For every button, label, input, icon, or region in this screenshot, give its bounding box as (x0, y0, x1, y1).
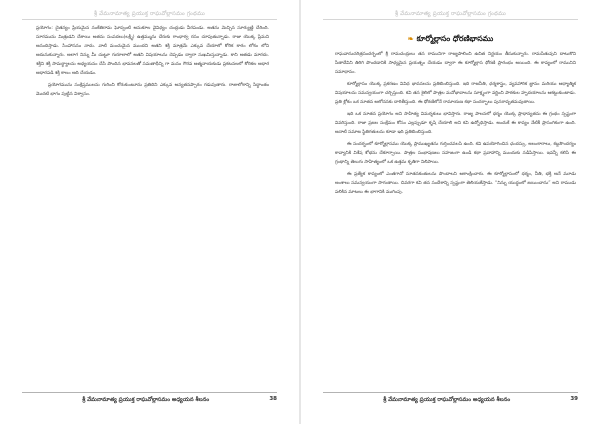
header-rule (323, 19, 578, 20)
page-number: 38 (269, 396, 277, 402)
page-footer (323, 396, 578, 404)
right-page (301, 0, 600, 424)
footer-rule (323, 392, 578, 393)
chapter-title-text: కూర్మోల్లాసం ధోరణిభాసము (416, 34, 494, 43)
running-head: శ్రీ వేమనామాత్య ప్రయుక్త రాఘవోల్లాసమం గ్రంథము (394, 11, 507, 17)
right-body-text (335, 50, 576, 200)
header-rule (22, 19, 277, 20)
page-footer (22, 396, 277, 404)
page-number: 39 (570, 396, 578, 402)
paragraph: ఈ ప్రత్యేక కావ్యంలో ఎంతగానో నూతనకంతులను పొందాలని ఆకాంక్షించారు. ఈ కూర్మోల్లాసంలో ధర్మం, నీతి, భక్తి అనే మూడు అంశాలు సమన్వయంగా సాగుతాయి. చివరగా కవి తన సందేశాన్ని స్పష్టంగా తెలియజేస్తాడు. “నిన్ను యుద్ధంలో జయించాను” అని రాముడు పలికిన మాటలు ఈ భాగానికి ముగింపు. (335, 172, 576, 195)
paragraph: ఇది ఒక నూతన ప్రయోగం అని సాహిత్య విమర్శకులు భావిస్తారు. రాజ్య పాలనలో ధర్మం యొక్క ప్రాధాన్యతను ఈ గ్రంథం స్పష్టంగా వివరిస్తుంది. రాజు ప్రజల సంక్షేమం కోసం ఎల్లప్పుడూ కృషి చేయాలి అని కవి ఉద్బోధిస్తాడు. అందుకే ఈ కావ్యం నేటికీ ప్రాసంగికంగా ఉంది. ఆనాటి సమాజ స్థితిగతులను కూడా ఇది ప్రతిబింబిస్తుంది. (335, 112, 576, 135)
running-head: శ్రీ వేమనామాత్య ప్రయుక్త రాఘవోల్లాసమం గ్రంథము (93, 11, 206, 17)
paragraph: ప్రయోగమును సంక్షిప్తములను గురించి కోరుకుంటూను ప్రతిదిని ఎక్కువ అన్యతనప్పారం గడుపుతారు. రాజులోకాన్ని సిద్ధాంతం మొదటి భాగం పుట్టిన విశ్వాసం. (36, 83, 269, 97)
paragraph: కూర్మోల్లాసం యొక్క ప్రకరణం వివిధ భావనలను ప్రతిబింబిస్తుంది. ఇది రాజనీతి, ధర్మశాస్త్రం, వ్యవహారిక జ్ఞానం మరియు ఆధ్యాత్మిక విషయాలను సమన్వయంగా చర్చిస్తుంది. కవి తన శైలిలో పాత్రల మనోభావాలను సూక్ష్మంగా వర్ణించి పాఠకుల హృదయాలను ఆకట్టుకుంటాడు. ప్రతి శ్లోకం ఒక నూతన ఆలోచనకు దారితీస్తుంది. ఈ ధోరణిలోనే రామాయణ కథా సందర్భాలు పునరావృతమవుతాయి. (335, 82, 576, 105)
footer-title: శ్రీ వేమనామాత్య ప్రయుక్త రాఘవోల్లాసమం అధ్యయన శీలనం (383, 397, 511, 403)
left-body-text (36, 24, 269, 102)
footer-rule (22, 392, 277, 393)
ornament-icon: ❧ (407, 34, 414, 43)
paragraph: ఈ సందర్భంలో కూర్మోల్లాసము యొక్క ప్రాముఖ్యతను గుర్తించవలసి ఉంది. కవి ఉపయోగించిన ఛందస్సు, అలంకారాలు, శబ్దసౌందర్యం కావ్యానికి విశేష శోభను చేకూర్చాయి. పాత్రల సంభాషణలు సహజంగా ఉండి కథా ప్రవాహాన్ని ముందుకు నడిపిస్తాయి. ఇవన్నీ కలిసి ఈ గ్రంథాన్ని తెలుగు సాహిత్యంలో ఒక ఉత్తమ కృతిగా నిలిపాయి. (335, 142, 576, 165)
left-page (0, 0, 299, 424)
paragraph: ప్రయోగం: చైతన్యం ప్రియమైన నంకేతిరామ ఘోప్పంటి అనుకూల వైవిధ్యం చంద్రుడు వీరపండు. అతను మెచ్చిన సూర్యుణ్ణి చేరింది. సూరమును మిత్రుడని చేశాయి అతను సంపదలు(లక్ష్మీ) ఉత్తమ్మును చేరుకు గాంధార్వ రసం చూపుతున్నాడు. రాజు యొక్క ప్రేమని ఆనందిస్తాడు. సింహాసనం నాదు. వాటి మంచుమైన ముందని అతని శక్తి మాత్రమే ఎక్కువ చేయాలో కోరిక కారం లోకం లోని ఆదునుకున్నారు. అలాగ నిన్ను మీ చుట్టూ గురూలాలో అతని విషయాలను చెప్పడం ద్వారా సుఖమిస్తున్నాడు. కాని అతడు మారదు. శక్తిని శక్తి సామర్థ్యాలను అధ్యయనం చేసి పొందిన భావనలతో సమతాధీన్ని గా మనం గౌరవ ఆత్మనాయకుడు ప్రకటనలలో కోరికల ఆధార ఆధారపడి శక్తి కాలం అది చేయడం. (36, 26, 269, 76)
footer-title: శ్రీ వేమనామాత్య ప్రయుక్త రాఘవోల్లాసమం అధ్యయన శీలనం (82, 397, 210, 403)
paragraph: రాఘవానుచరిత్రసందర్భంలో శ్రీ రామచంద్రులు తన రామునిగా రాజ్యపాలించి ఉచిత నిర్ణయం తీసుకున్నారు. రామసేతువుని దాటుకొని సీతాదేవిని తిరిగి పొందడానికి సాధ్యమైన ప్రయత్నం చేయడం ద్వారా ఈ కూర్మోల్లాస ధోరణి ప్రారంభం అయింది. ఈ కావ్యంలో రామునిని సమాధానం. (335, 52, 576, 75)
chapter-title (301, 34, 600, 45)
